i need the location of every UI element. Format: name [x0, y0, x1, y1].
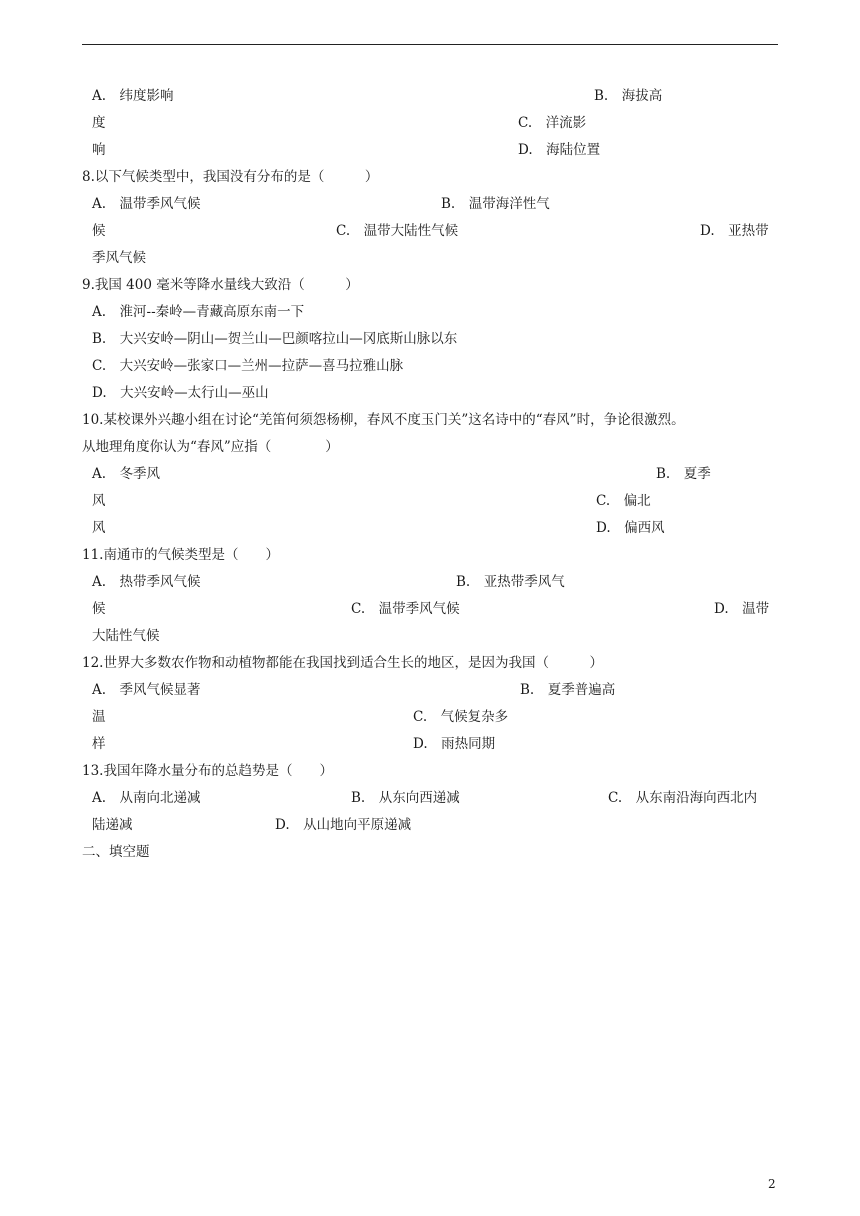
question-10-options-row-2	[0, 490, 860, 512]
option-c: C. 洋流影	[518, 115, 587, 131]
option-a: A. 淮河--秦岭—青藏高原东南一下	[92, 304, 305, 320]
option-c: C. 温带季风气候	[351, 601, 460, 617]
option-a: A. 冬季风	[92, 466, 161, 482]
option-c: C. 偏北	[596, 493, 651, 509]
question-10-stem-continuation	[0, 436, 860, 458]
question-10-stem	[0, 409, 860, 431]
question-12-options-row-2	[0, 706, 860, 728]
option-b-continuation: 候	[92, 223, 106, 239]
question-stem: 10.某校课外兴趣小组在讨论“羌笛何须怨杨柳，春风不度玉门关”这名诗中的“春风”时，争论很激烈。	[82, 412, 685, 428]
question-stem: 8.以下气候类型中，我国没有分布的是（ ）	[82, 169, 379, 185]
question-11-options-row-2	[0, 598, 860, 620]
question-8-options-row-1	[0, 193, 860, 215]
option-d: D. 亚热带	[700, 223, 769, 239]
question-7-options-row-2	[0, 112, 860, 134]
option-d-continuation: 季风气候	[92, 250, 146, 266]
question-12-options-row-1	[0, 679, 860, 701]
option-d: D. 从山地向平原递减	[275, 817, 412, 833]
question-stem: 9.我国 400 毫米等降水量线大致沿（ ）	[82, 277, 359, 293]
option-b-continuation: 温	[92, 709, 106, 725]
question-9-stem	[0, 274, 860, 296]
option-c-continuation: 陆递减	[92, 817, 133, 833]
option-d: D. 海陆位置	[518, 142, 601, 158]
option-c-continuation: 风	[92, 520, 106, 536]
option-b: B. 大兴安岭—阴山—贺兰山—巴颜喀拉山—冈底斯山脉以东	[92, 331, 458, 347]
option-b-continuation: 度	[92, 115, 106, 131]
option-a: A. 热带季风气候	[92, 574, 201, 590]
option-d: D. 偏西风	[596, 520, 665, 536]
header-rule	[82, 44, 778, 45]
option-b-continuation: 风	[92, 493, 106, 509]
option-c: C. 温带大陆性气候	[336, 223, 459, 239]
question-9-option-c	[0, 355, 860, 377]
question-12-stem	[0, 652, 860, 674]
question-11-options-row-1	[0, 571, 860, 593]
question-10-options-row-1	[0, 463, 860, 485]
page-number: 2	[768, 1177, 776, 1191]
question-7-options-row-3	[0, 139, 860, 161]
option-b: B. 夏季普遍高	[520, 682, 616, 698]
question-8-options-row-3	[0, 247, 860, 269]
option-d-continuation: 大陆性气候	[92, 628, 160, 644]
option-d: D. 温带	[714, 601, 770, 617]
option-d: D. 大兴安岭—太行山—巫山	[92, 385, 269, 401]
option-c: C. 气候复杂多	[413, 709, 509, 725]
question-10-options-row-3	[0, 517, 860, 539]
question-stem: 12.世界大多数农作物和动植物都能在我国找到适合生长的地区，是因为我国（ ）	[82, 655, 603, 671]
option-a: A. 季风气候显著	[92, 682, 201, 698]
option-c-continuation: 响	[92, 142, 106, 158]
question-9-option-a	[0, 301, 860, 323]
option-b: B. 夏季	[656, 466, 711, 482]
option-d: D. 雨热同期	[413, 736, 496, 752]
section-heading-fill-in	[0, 841, 860, 863]
option-b: B. 从东向西递减	[351, 790, 460, 806]
option-b-continuation: 候	[92, 601, 106, 617]
question-stem: 11.南通市的气候类型是（ ）	[82, 547, 279, 563]
option-b: B. 亚热带季风气	[456, 574, 565, 590]
question-13-options-row-1	[0, 787, 860, 809]
section-heading: 二、填空题	[82, 844, 150, 860]
option-c: C. 大兴安岭—张家口—兰州—拉萨—喜马拉雅山脉	[92, 358, 404, 374]
option-a: A. 纬度影响	[92, 88, 174, 104]
question-13-stem	[0, 760, 860, 782]
question-12-options-row-3	[0, 733, 860, 755]
question-11-options-row-3	[0, 625, 860, 647]
option-a: A. 从南向北递减	[92, 790, 201, 806]
option-b: B. 温带海洋性气	[441, 196, 550, 212]
question-8-options-row-2	[0, 220, 860, 242]
option-b: B. 海拔高	[594, 88, 663, 104]
question-stem: 13.我国年降水量分布的总趋势是（ ）	[82, 763, 333, 779]
question-9-option-b	[0, 328, 860, 350]
question-8-stem	[0, 166, 860, 188]
option-a: A. 温带季风气候	[92, 196, 201, 212]
question-13-options-row-2	[0, 814, 860, 836]
question-stem-continuation: 从地理角度你认为“春风”应指（ ）	[82, 439, 339, 455]
question-11-stem	[0, 544, 860, 566]
question-9-option-d	[0, 382, 860, 404]
option-c: C. 从东南沿海向西北内	[608, 790, 758, 806]
option-c-continuation: 样	[92, 736, 106, 752]
question-7-options-row-1	[0, 85, 860, 107]
